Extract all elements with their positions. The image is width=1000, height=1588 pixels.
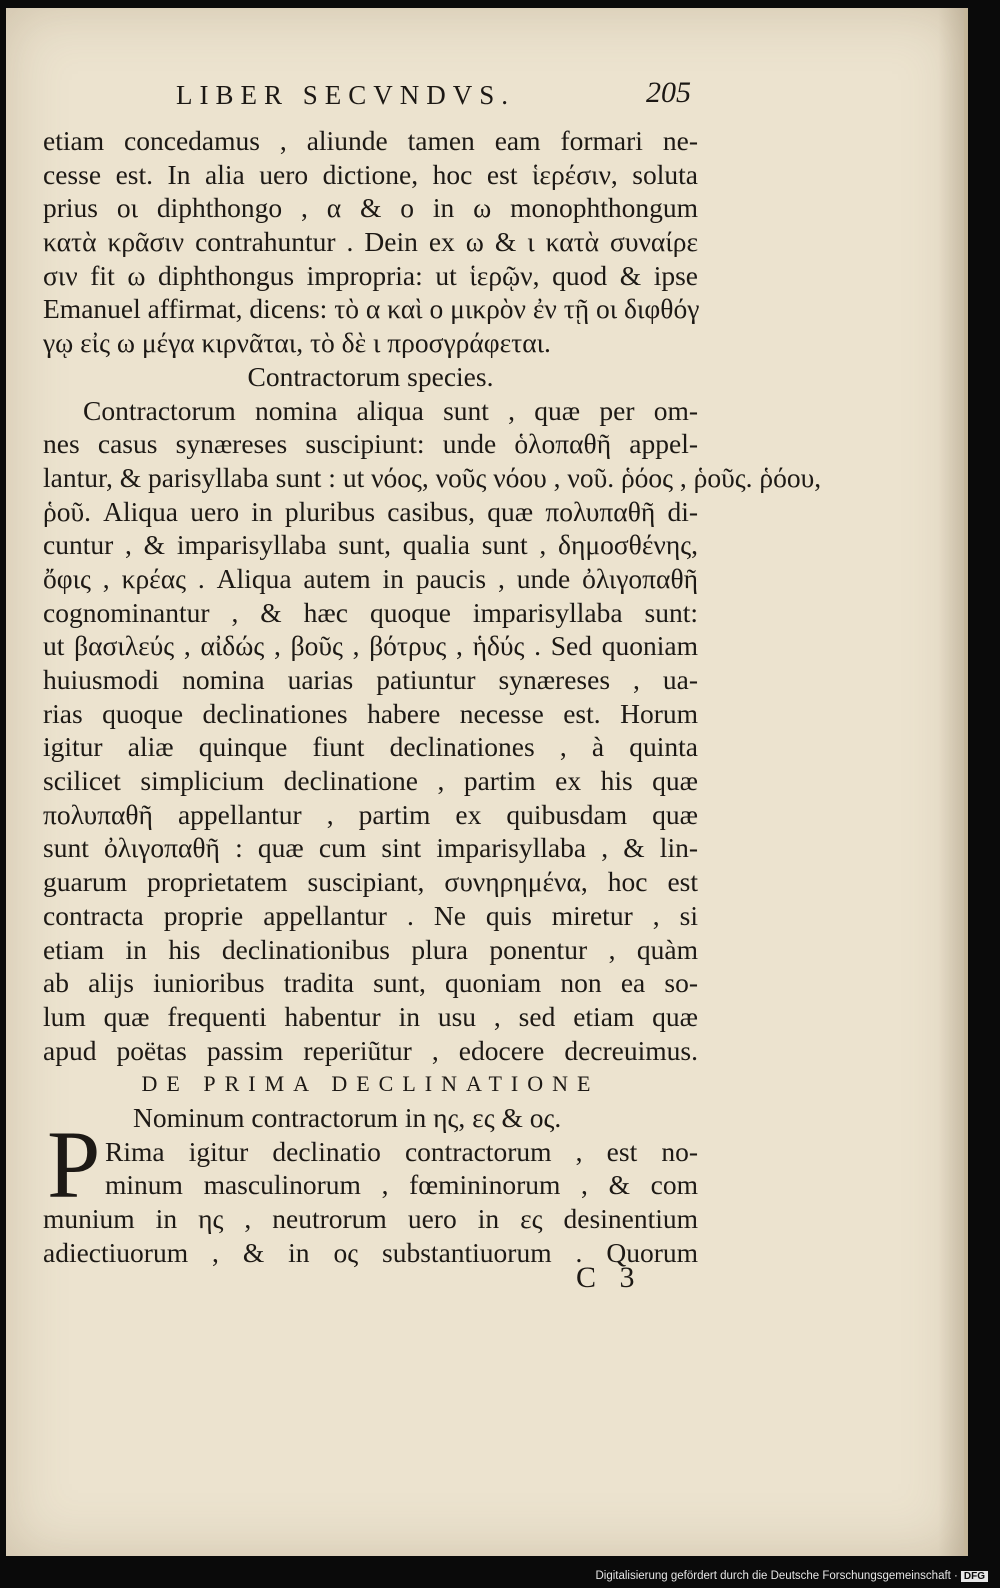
- text-line: minum masculinorum , fœmininorum , & com: [105, 1169, 698, 1201]
- text-line: πολυπαθῆ appellantur , partim ex quibusdam quæ: [43, 798, 698, 830]
- text-line: etiam concedamus , aliunde tamen eam formari ne-: [43, 125, 698, 156]
- text-line: apud poëtas passim reperiũtur , edocere decreuimus.: [43, 1034, 698, 1066]
- running-title: LIBER SECVNDVS.: [176, 80, 516, 110]
- text-line: cuntur , & imparisyllaba sunt, qualia sunt , δημοσθένης,: [43, 529, 698, 561]
- text-line: cesse est. In alia uero dictione, hoc est ἱερέσιν, soluta: [43, 158, 698, 190]
- text-line: ut βασιλεύς , αἰδώς , βοῦς , βότρυς , ἡδύς . Sed quoniam: [43, 630, 698, 662]
- text-line: rias quoque declinationes habere necesse est. Horum: [43, 697, 698, 729]
- digitization-credit: [595, 1570, 988, 1582]
- drop-cap: P: [47, 1111, 101, 1218]
- text-line: lantur, & parisyllaba sunt : ut νόος, νοῦς νόου , νοῦ. ῥόος , ῥοῦς. ῥόου,: [43, 461, 822, 493]
- text-line: cognominantur , & hæc quoque imparisyllaba sunt:: [43, 596, 698, 628]
- book-page: [6, 8, 968, 1556]
- text-line: nes casus synæreses suscipiunt: unde ὁλοπαθῆ appel-: [43, 428, 698, 460]
- body-text: [43, 124, 822, 1269]
- text-line: Rima igitur declinatio contractorum , est no-: [105, 1135, 698, 1167]
- text-line: prius οι diphthongo , α & ο in ω monophthongum: [43, 192, 698, 224]
- text-line: Emanuel affirmat, dicens: τὸ α καὶ ο μικρὸν ἐν τῇ οι διφθόγ: [43, 293, 700, 325]
- text-line: ab alijs iunioribus tradita sunt, quoniam non ea so-: [43, 967, 698, 999]
- text-line: guarum proprietatem suscipiant, συνηρημένα, hoc est: [43, 866, 698, 898]
- credit-text: Digitalisierung gefördert durch die Deutsche Forschungsgemeinschaft ·: [595, 1570, 958, 1582]
- signature-mark: C 3: [576, 1261, 643, 1294]
- text-line: munium in ης , neutrorum uero in ες desinentium: [43, 1203, 698, 1234]
- text-line: contracta proprie appellantur . Ne quis miretur , si: [43, 899, 698, 931]
- text-line: Contractorum nomina aliqua sunt , quæ per om-: [83, 394, 698, 426]
- text-line: adiectiuorum , & in ος substantiuorum . Quorum: [43, 1236, 698, 1268]
- text-line: γῳ εἰς ω μέγα κιρνᾶται, τὸ δὲ ι προσγράφεται.: [43, 327, 551, 359]
- text-line: σιν fit ω diphthongus impropria: ut ἱερῷν, quod & ipse: [43, 259, 698, 291]
- chapter-subheading: Nominum contractorum in ης, ες & ος.: [133, 1101, 562, 1133]
- chapter-heading: DE PRIMA DECLINATIONE: [141, 1071, 600, 1097]
- text-line: κατὰ κρᾶσιν contrahuntur . Dein ex ω & ι κατὰ συναίρε: [43, 226, 698, 258]
- text-line: lum quæ frequenti habentur in usu , sed etiam quæ: [43, 1000, 698, 1032]
- text-line: sunt ὀλιγοπαθῆ : quæ cum sint imparisyllaba , & lin-: [43, 832, 698, 864]
- text-line: scilicet simplicium declinatione , partim ex his quæ: [43, 765, 698, 797]
- text-line: igitur aliæ quinque fiunt declinationes , à quinta: [43, 731, 698, 763]
- text-line: etiam in his declinationibus plura ponentur , quàm: [43, 933, 698, 965]
- text-line: ὄφις , κρέας . Aliqua autem in paucis , unde ὀλιγοπαθῆ: [43, 562, 698, 594]
- page-number: 205: [646, 76, 691, 109]
- section-heading: Contractorum species.: [247, 360, 494, 392]
- dfg-logo: DFG: [961, 1571, 988, 1582]
- text-line: ῥοῦ. Aliqua uero in pluribus casibus, quæ πολυπαθῆ di-: [43, 495, 698, 527]
- text-line: huiusmodi nomina uarias patiuntur synæreses , ua-: [43, 664, 698, 695]
